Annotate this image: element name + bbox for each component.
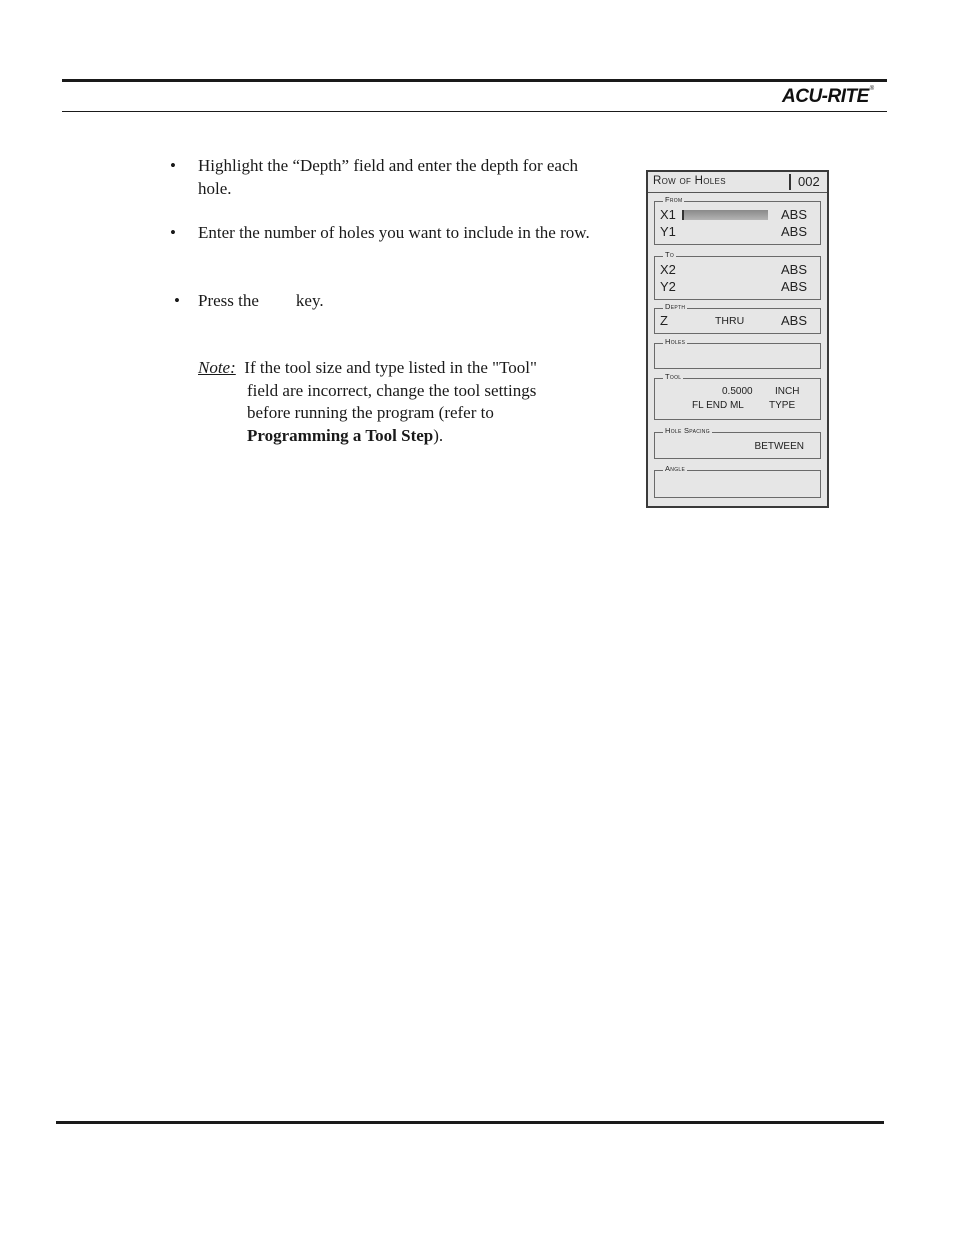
logo-registered-mark: ® <box>869 86 874 92</box>
tool-field-group[interactable] <box>654 372 821 420</box>
note-end: ). <box>433 425 444 445</box>
from-field-group[interactable] <box>654 195 821 245</box>
to-field-group[interactable] <box>654 250 821 300</box>
angle-field-group[interactable] <box>654 464 821 498</box>
acu-rite-logo <box>782 86 874 108</box>
x2-axis: X2 <box>660 262 676 277</box>
tool-type-label: TYPE <box>769 400 796 411</box>
press-text: Press the <box>198 291 259 310</box>
note-text-1: If the tool size and type listed in the "Tool" <box>244 358 537 377</box>
hole-spacing-field-group[interactable] <box>654 426 821 459</box>
tool-type-name: FL END ML <box>692 400 744 411</box>
bullet-text: Highlight the “Depth” field and enter the depth for each hole. <box>198 156 578 198</box>
step-number: 002 <box>798 174 820 189</box>
header-rule-thick <box>62 79 887 82</box>
note-label: Note: <box>198 358 236 377</box>
title-separator <box>789 174 791 190</box>
hole-spacing-label: Hole Spacing <box>665 426 710 435</box>
tool-label: Tool <box>665 372 682 381</box>
key-text: key. <box>295 291 324 310</box>
note-line-2: field are incorrect, change the tool settings <box>247 380 537 400</box>
bullet-text <box>198 290 593 313</box>
hole-spacing-value: BETWEEN <box>754 441 804 452</box>
bullet-symbol: • <box>170 156 176 175</box>
x1-mode: ABS <box>780 207 807 222</box>
y1-mode: ABS <box>780 224 807 239</box>
screen-title-bar <box>648 172 827 193</box>
x1-axis: X1 <box>660 207 676 222</box>
depth-field-group[interactable] <box>654 302 821 334</box>
holes-field-group[interactable] <box>654 337 821 369</box>
y2-axis: Y2 <box>660 279 676 294</box>
note-line-4 <box>198 425 598 448</box>
x2-row[interactable] <box>660 262 815 278</box>
tool-unit: INCH <box>775 386 800 397</box>
footer-rule <box>56 1121 884 1124</box>
input-cursor-highlight[interactable] <box>682 210 768 220</box>
holes-label: Holes <box>665 337 686 346</box>
z-row[interactable] <box>660 313 815 329</box>
logo-text: ACU-RITE <box>782 86 869 107</box>
tool-size: 0.5000 <box>722 386 753 397</box>
from-label: From <box>665 195 683 204</box>
bullet-symbol: • <box>170 223 176 242</box>
dro-screen <box>646 170 829 508</box>
z-axis: Z <box>660 313 668 328</box>
y1-axis: Y1 <box>660 224 676 239</box>
angle-label: Angle <box>665 464 686 473</box>
y2-mode: ABS <box>780 279 807 294</box>
note-reference: Programming a Tool Step <box>247 425 434 445</box>
x2-mode: ABS <box>780 262 807 277</box>
depth-value: THRU <box>715 315 745 327</box>
bullet-text: Enter the number of holes you want to include in the row. <box>198 223 590 242</box>
note-line-1 <box>198 357 598 380</box>
bullet-symbol: • <box>174 291 180 310</box>
to-label: To <box>665 250 675 259</box>
note-block <box>198 357 598 447</box>
y2-row[interactable] <box>660 279 815 295</box>
note-line-3: before running the program (refer to <box>247 403 494 422</box>
screen-title: Row of Holes <box>653 175 726 187</box>
header-rule-thin <box>62 111 887 112</box>
x1-row[interactable] <box>660 207 815 223</box>
depth-label: Depth <box>665 302 686 311</box>
y1-row[interactable] <box>660 224 815 240</box>
z-mode: ABS <box>780 313 807 328</box>
